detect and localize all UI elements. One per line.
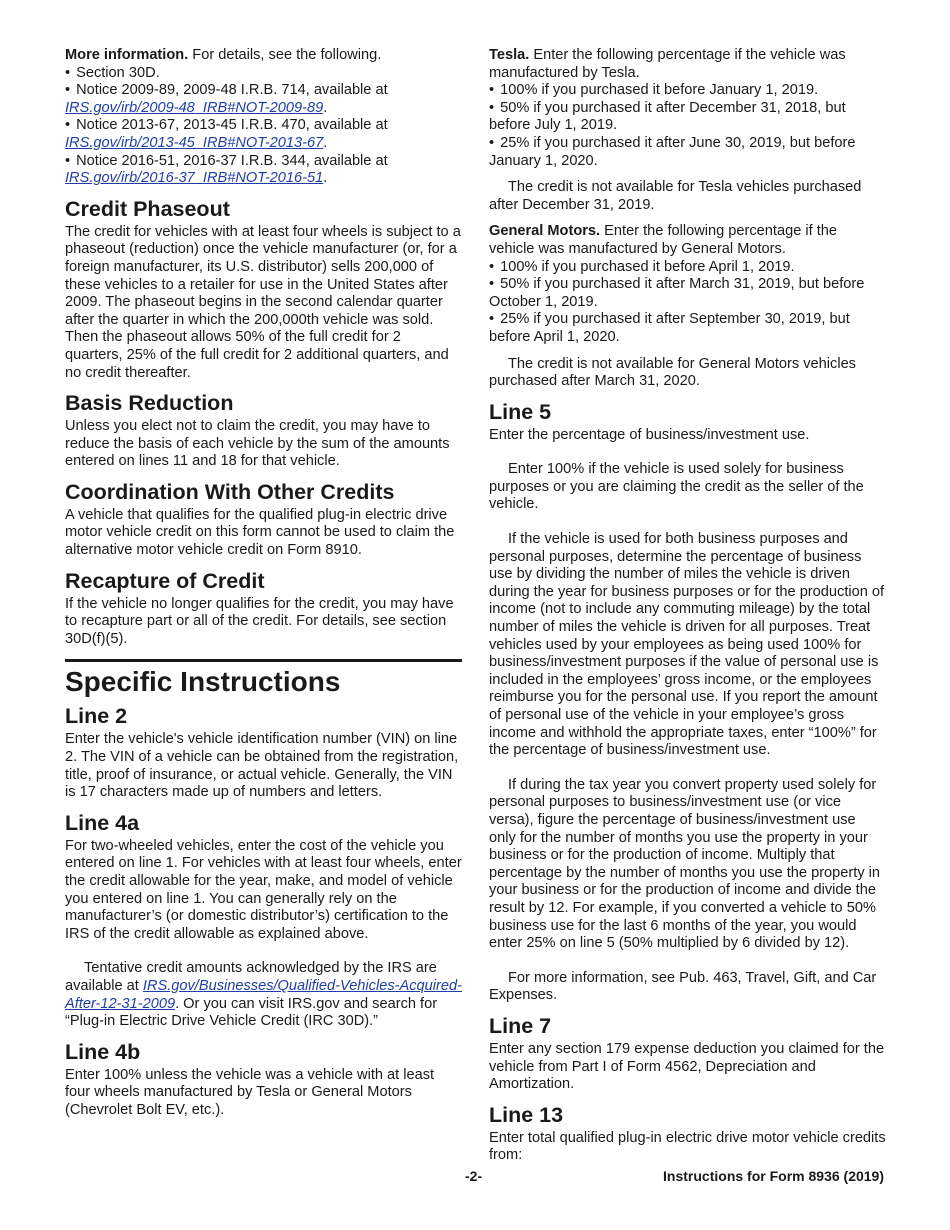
list-item: • Notice 2013-67, 2013-45 I.R.B. 470, available at IRS.gov/irb/2013-45_IRB#NOT-2013-67. — [65, 117, 462, 152]
page-number: -2- — [465, 1168, 483, 1184]
tesla-intro: Tesla. Enter the following percentage if the vehicle was manufactured by Tesla. — [489, 47, 846, 81]
line5-p2: Enter 100% if the vehicle is used solely for business purposes or you are claiming the credit as the seller of the vehicle. — [489, 461, 864, 513]
line4a-text2: Tentative credit amounts acknowledged by the IRS are available at IRS.gov/Businesses/Qualified-Vehicles-Acquired-After-12-31-2009. Or you can visit IRS.gov and search for “Plug-in Electric Drive Vehicle Credit (IRC 30D).” — [65, 960, 462, 1030]
list-item: • 25% if you purchased it after September 30, 2019, but before April 1, 2020. — [489, 311, 886, 346]
left-column — [65, 47, 462, 1120]
credit-phaseout-heading: Credit Phaseout — [65, 196, 230, 221]
gm-intro: General Motors. Enter the following percentage if the vehicle was manufactured by General Motors. — [489, 223, 838, 257]
line7-heading: Line 7 — [489, 1013, 552, 1038]
list-item: • Section 30D. — [65, 65, 462, 83]
line2-text: Enter the vehicle's vehicle identification number (VIN) on line 2. The VIN of a vehicle can be obtained from the registration, title, proof of insurance, or actual vehicle. Generally, the VIN is 17 characters made up of numbers and letters. — [65, 731, 459, 801]
credit-phaseout-text: The credit for vehicles with at least four wheels is subject to a phaseout (reduction) once the vehicle manufacturer (or, for a foreign manufacturer, its U.S. distributor) sells 200,000 of these vehicles to a retailer for use in the United States after 2009. The phaseout begins in the second calendar quarter after the quarter in which the 200,000th vehicle was sold. Then the phaseout allows 50% of the full credit for 2 quarters, 25% of the full credit for 2 additional quarters, and no credit thereafter. — [65, 223, 461, 381]
line2-heading: Line 2 — [65, 704, 128, 729]
basis-reduction-text: Unless you elect not to claim the credit, you may have to reduce the basis of each vehicle by the sum of the amounts entered on lines 11 and 18 for that vehicle. — [65, 418, 450, 470]
line5-p1: Enter the percentage of business/investment use. — [489, 426, 810, 443]
line4a-text: For two-wheeled vehicles, enter the cost of the vehicle you entered on line 1. For vehicles with at least four wheels, enter the credit allowable for the year, make, and model of vehicle you entered on line 1. You can generally rely on the manufacturer’s (or domestic distributor’s) certification to the IRS of the credit allowable as explained above. — [65, 837, 462, 942]
list-item: • 50% if you purchased it after March 31, 2019, but before October 1, 2019. — [489, 276, 886, 311]
recapture-text: If the vehicle no longer qualifies for the credit, you may have to recapture part or all of the credit. For details, see section 30D(f)(5). — [65, 595, 454, 647]
section-divider — [65, 659, 462, 698]
line7-text: Enter any section 179 expense deduction you claimed for the vehicle from Part I of Form 4562, Depreciation and Amortization. — [489, 1040, 885, 1093]
right-column — [489, 47, 886, 1165]
gm-lead: General Motors. — [489, 223, 601, 240]
list-item: • Notice 2016-51, 2016-37 I.R.B. 344, available at IRS.gov/irb/2016-37_IRB#NOT-2016-51. — [65, 153, 462, 188]
list-item: • 100% if you purchased it before January 1, 2019. — [489, 82, 886, 100]
more-information — [65, 47, 462, 65]
footer-title: Instructions for Form 8936 (2019) — [663, 1168, 884, 1184]
tesla-note: The credit is not available for Tesla vehicles purchased after December 31, 2019. — [489, 179, 862, 213]
notice-2013-67-link[interactable]: IRS.gov/irb/2013-45_IRB#NOT-2013-67 — [65, 134, 324, 151]
line5-p5: For more information, see Pub. 463, Travel, Gift, and Car Expenses. — [489, 969, 877, 1004]
line5-p4: If during the tax year you convert property used solely for personal purposes to business/investment use (or vice versa), figure the percentage of business/investment use only for the number of months you use the property in your business or for the production of income. Multiply that percentage by the number of months you use the property in your business or for the production of income and divide the result by 12. For example, if you converted a vehicle to 50% business use for the last 6 months of the year, you would enter 25% on line 5 (50% multiplied by 6 divided by 12). — [489, 776, 881, 952]
list-item: • 25% if you purchased it after June 30, 2019, but before January 1, 2020. — [489, 135, 886, 170]
line4b-heading: Line 4b — [65, 1039, 141, 1064]
basis-reduction-heading: Basis Reduction — [65, 391, 234, 416]
notice-2016-51-link[interactable]: IRS.gov/irb/2016-37_IRB#NOT-2016-51 — [65, 170, 324, 187]
more-info-lead: More information. — [65, 47, 189, 63]
more-info-text: For details, see the following. — [188, 47, 382, 63]
specific-instructions-title: Specific Instructions — [65, 666, 341, 698]
list-item: • 50% if you purchased it after December 31, 2018, but before July 1, 2019. — [489, 100, 886, 135]
line4a-heading: Line 4a — [65, 810, 140, 835]
line5-p3: If the vehicle is used for both business purposes and personal purposes, determine the percentage of business use by dividing the number of miles the vehicle is driven during the year for business purposes or for the production of income (not to include any commuting mileage) by the total number of miles the vehicle is driven for all purposes. Treat vehicles used by your employees as being used 100% for business/investment purposes if the value of personal use is included in the employees’ gross income, or the employees reimburse you for the personal use. If you report the amount of personal use of the vehicle in your employee’s gross income and withhold the appropriate taxes, enter “100%” for the percentage of business/investment use. — [489, 531, 885, 759]
line5-heading: Line 5 — [489, 399, 552, 424]
notice-2009-89-link[interactable]: IRS.gov/irb/2009-48_IRB#NOT-2009-89 — [65, 99, 324, 116]
list-item: • 100% if you purchased it before April 1, 2019. — [489, 259, 886, 277]
line13-heading: Line 13 — [489, 1102, 564, 1127]
line13-text: Enter total qualified plug-in electric drive motor vehicle credits from: — [489, 1129, 886, 1164]
line4b-text: Enter 100% unless the vehicle was a vehicle with at least four wheels manufactured by Tesla or General Motors (Chevrolet Bolt EV, etc.). — [65, 1066, 435, 1118]
gm-note: The credit is not available for General Motors vehicles purchased after March 31, 2020. — [489, 355, 856, 390]
list-item: • Notice 2009-89, 2009-48 I.R.B. 714, available at IRS.gov/irb/2009-48_IRB#NOT-2009-89. — [65, 82, 462, 117]
recapture-heading: Recapture of Credit — [65, 568, 265, 593]
qualified-vehicles-link[interactable]: IRS.gov/Businesses/Qualified-Vehicles-Acquired-After-12-31-2009 — [65, 977, 462, 1012]
coordination-text: A vehicle that qualifies for the qualified plug-in electric drive motor vehicle credit on this form cannot be used to claim the alternative motor vehicle credit on Form 8910. — [65, 506, 455, 559]
tesla-lead: Tesla. — [489, 47, 530, 63]
coordination-heading: Coordination With Other Credits — [65, 479, 395, 504]
